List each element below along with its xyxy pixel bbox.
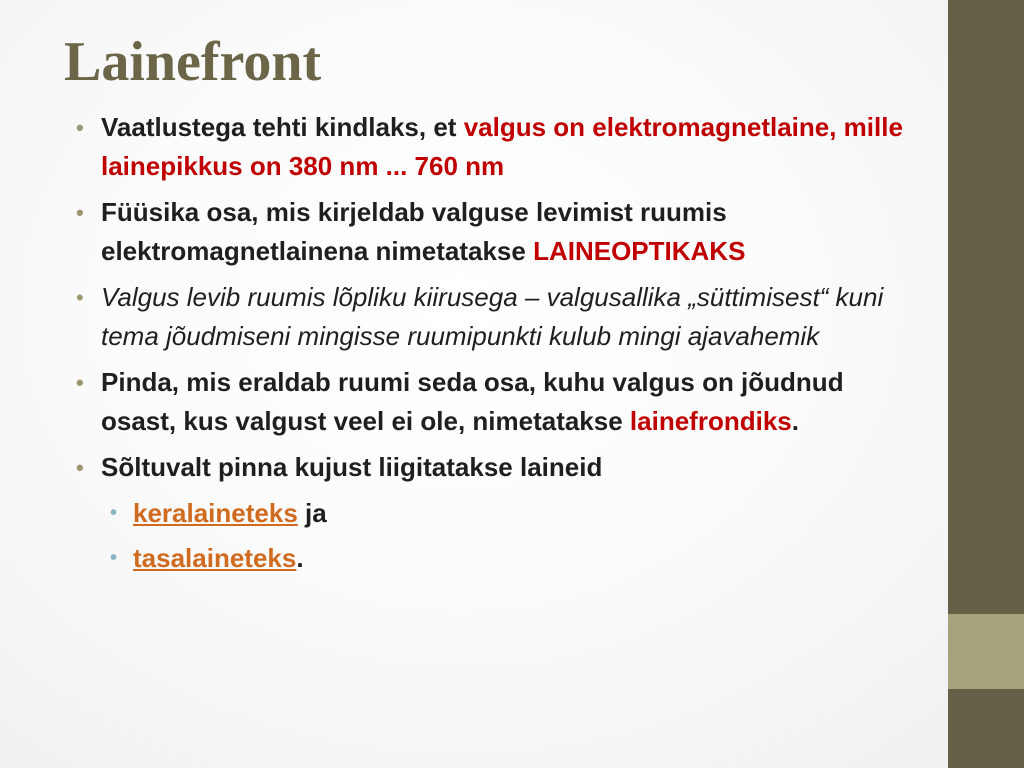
sub-bullet-dot-icon: • <box>110 547 118 569</box>
bullet-emphasis: lainefrondiks <box>629 406 792 436</box>
bullet-text: Sõltuvalt pinna kujust liigitatakse laineid <box>101 452 603 482</box>
bullet-list <box>70 108 910 584</box>
bullet-text: Pinda, mis eraldab ruumi seda osa, kuhu valgus on jõudnud osast, kus valgust veel ei ole, nimetatakse <box>101 367 844 436</box>
bullet-item-1 <box>70 108 910 186</box>
bullet-item-5 <box>70 448 910 487</box>
bullet-text: Füüsika osa, mis kirjeldab valguse levimist ruumis elektromagnetlainena nimetatakse <box>101 197 727 266</box>
side-decoration-accent <box>948 614 1024 689</box>
bullet-text-end: . <box>791 406 799 436</box>
bullet-text: Vaatlustega tehti kindlaks, et <box>101 112 464 142</box>
bullet-dot-icon: • <box>76 200 84 225</box>
bullet-dot-icon: • <box>76 455 84 480</box>
bullet-item-3 <box>70 278 910 356</box>
sub-item-2 <box>70 539 910 578</box>
bullet-emphasis: LAINEOPTIKAKS <box>533 236 746 266</box>
sub-item-text: ja <box>297 498 327 528</box>
link-tasalaineteks[interactable]: tasalaineteks <box>133 543 297 573</box>
bullet-emphasis: valgus on elektromagnetlaine, mille lainepikkus on 380 nm ... 760 nm <box>101 112 903 181</box>
bullet-dot-icon: • <box>76 285 84 310</box>
bullet-item-4 <box>70 363 910 441</box>
sub-bullet-dot-icon: • <box>110 502 118 524</box>
bullet-dot-icon: • <box>76 370 84 395</box>
bullet-text: Valgus levib ruumis lõpliku kiirusega – valgusallika „süttimisest“ kuni tema jõudmiseni mingisse ruumipunkti kulub mingi ajavahemik <box>101 282 884 351</box>
slide-title: Lainefront <box>64 31 322 93</box>
bullet-dot-icon: • <box>76 115 84 140</box>
link-keralaineteks[interactable]: keralaineteks <box>133 498 298 528</box>
bullet-item-2 <box>70 193 910 271</box>
sub-item-1 <box>70 494 910 533</box>
sub-item-text: . <box>296 543 304 573</box>
